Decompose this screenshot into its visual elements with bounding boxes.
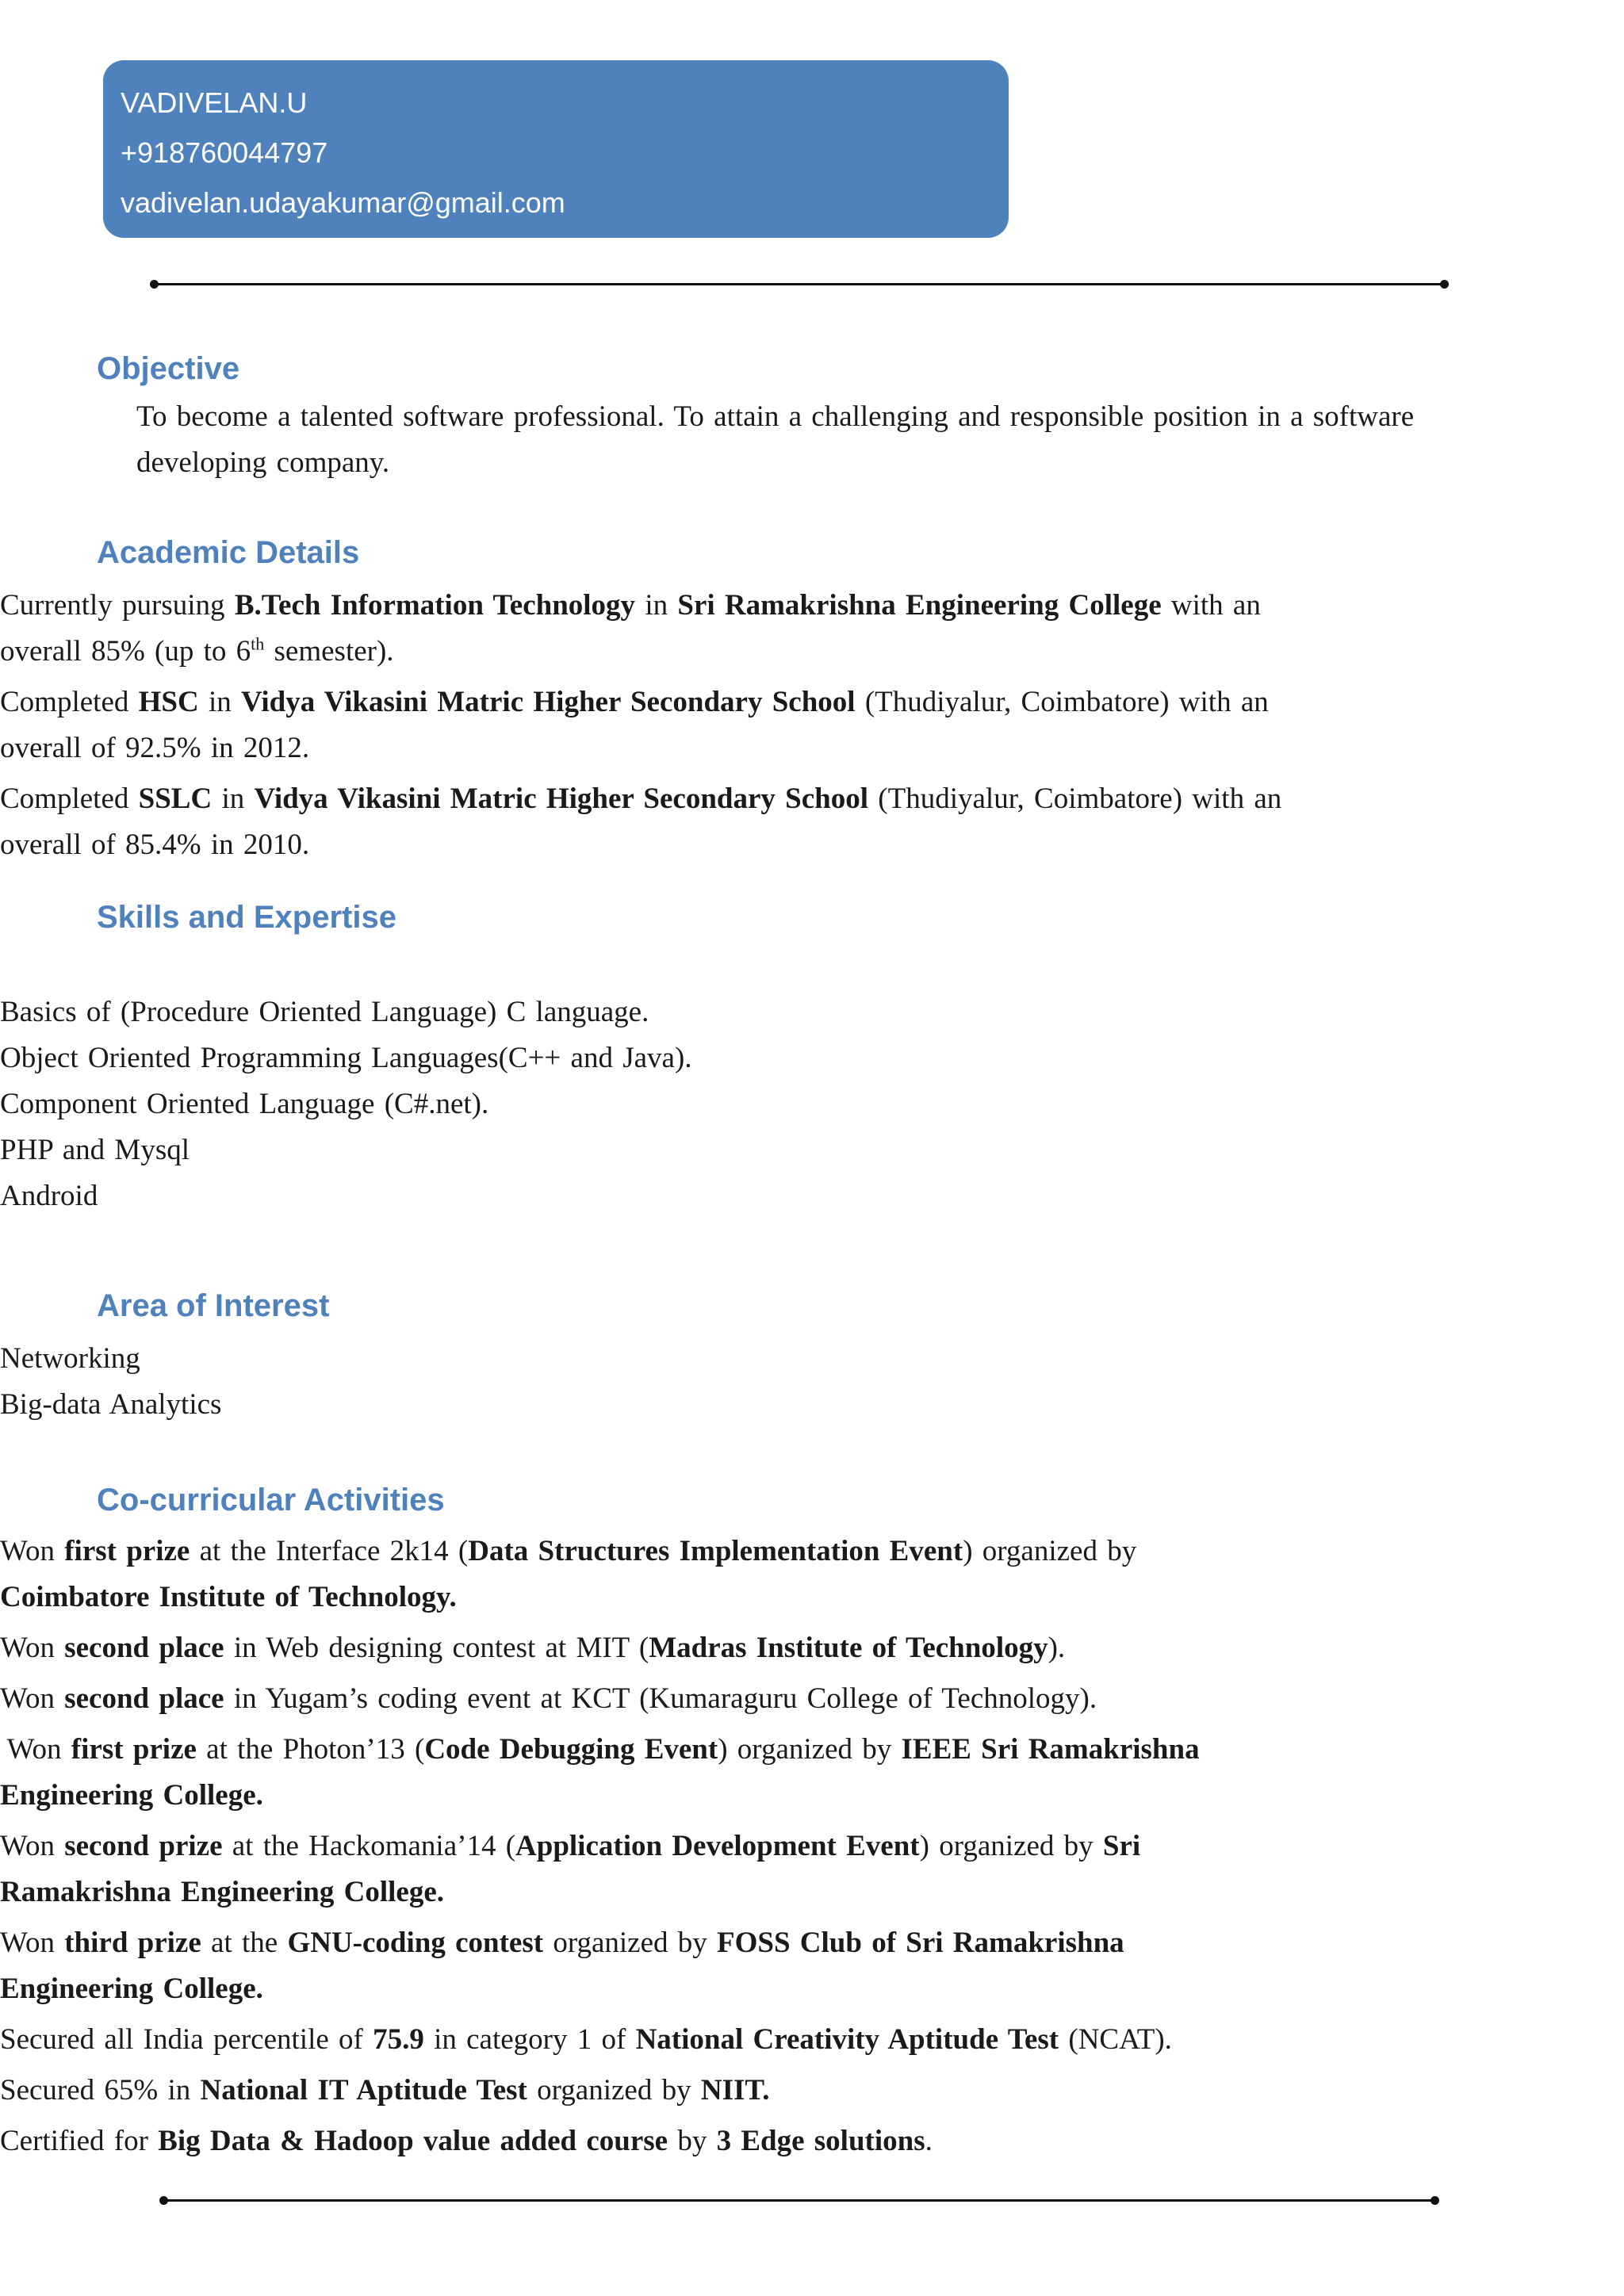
activity-text: ) organized by <box>919 1830 1103 1862</box>
activity-bold: third prize <box>64 1927 201 1959</box>
activity-text: Secured 65% in <box>0 2074 201 2107</box>
activity-item <box>0 2017 1285 2063</box>
activity-bold: Code Debugging Event <box>424 1733 718 1766</box>
activity-item <box>0 2118 1285 2164</box>
academic-text: semester). <box>264 635 394 668</box>
interest-item: Big-data Analytics <box>0 1382 1269 1428</box>
activity-bold: second prize <box>64 1830 223 1862</box>
activity-item <box>0 2068 1285 2114</box>
academic-text: Currently pursuing <box>0 589 235 622</box>
activity-bold: Sri Ramakrishna Engineering College. <box>0 1830 1141 1908</box>
activity-text: . <box>925 2125 933 2157</box>
activity-bold: FOSS Club of Sri Ramakrishna Engineering College. <box>0 1927 1124 2005</box>
academic-degree: HSC <box>138 686 199 718</box>
interest-item: Networking <box>0 1336 1269 1382</box>
academic-text: in <box>212 783 255 815</box>
activity-bold: IEEE Sri Ramakrishna Engineering College. <box>0 1733 1200 1812</box>
activity-bold: NIIT. <box>700 2074 770 2107</box>
activity-text: Won <box>0 1830 65 1862</box>
activity-text: at the Photon’13 ( <box>196 1733 425 1766</box>
academic-text: in <box>635 589 678 622</box>
activity-bold: Madras Institute of Technology <box>649 1632 1048 1664</box>
activity-item <box>0 1823 1285 1915</box>
activity-item <box>0 1625 1285 1671</box>
activity-bold: second place <box>64 1632 224 1664</box>
top-divider <box>152 283 1446 285</box>
activity-text: Secured all India percentile of <box>0 2023 373 2056</box>
academic-text: Completed <box>0 686 139 718</box>
activity-text: ) organized by <box>718 1733 902 1766</box>
academic-institution: Vidya Vikasini Matric Higher Secondary School <box>240 686 856 718</box>
objective-text: To become a talented software professional. To attain a challenging and responsible position in a software developing company. <box>136 400 1415 479</box>
activity-item <box>0 1676 1285 1722</box>
activity-bold: Data Structures Implementation Event <box>468 1535 963 1567</box>
activity-text: Won <box>0 1927 65 1959</box>
activity-bold: first prize <box>64 1535 190 1567</box>
academic-item <box>0 679 1285 771</box>
activity-text: organized by <box>543 1927 718 1959</box>
activity-text: organized by <box>527 2074 701 2107</box>
activity-text: by <box>668 2125 717 2157</box>
academic-text: (Thudiyalur, Coimbatore) with an overall of 85.4% in 2010. <box>0 783 1282 861</box>
activity-bold: Big Data & Hadoop value added course <box>158 2125 668 2157</box>
activity-text: Certified for <box>0 2125 159 2157</box>
bottom-divider <box>162 2199 1437 2202</box>
objective-heading: Objective <box>97 351 240 386</box>
activity-text: (NCAT). <box>1059 2023 1172 2056</box>
academic-item <box>0 583 1285 675</box>
activity-text: ). <box>1048 1632 1066 1664</box>
contact-header-box <box>103 60 1009 238</box>
skills-heading: Skills and Expertise <box>97 900 396 935</box>
academic-degree: SSLC <box>138 783 213 815</box>
activity-bold: 75.9 <box>373 2023 424 2056</box>
phone-number: +918760044797 <box>121 136 328 169</box>
activity-item <box>0 1920 1285 2012</box>
interest-list <box>0 1336 1269 1428</box>
activity-bold: National Creativity Aptitude Test <box>635 2023 1059 2056</box>
activity-bold: 3 Edge solutions <box>716 2125 925 2157</box>
activity-text: Won <box>0 1632 65 1664</box>
academic-heading: Academic Details <box>97 535 360 570</box>
activity-bold: Coimbatore Institute of Technology. <box>0 1581 457 1613</box>
candidate-name: VADIVELAN.U <box>121 86 308 119</box>
activity-bold: National IT Aptitude Test <box>200 2074 527 2107</box>
activity-bold: second place <box>64 1682 224 1715</box>
academic-institution: Vidya Vikasini Matric Higher Secondary School <box>254 783 869 815</box>
academic-text: with an overall 85% (up to 6 <box>0 589 1261 668</box>
activity-bold: Application Development Event <box>515 1830 920 1862</box>
email-address: vadivelan.udayakumar@gmail.com <box>121 186 565 219</box>
activity-text: Won <box>0 1733 71 1766</box>
academic-text: in <box>198 686 241 718</box>
cocurricular-heading: Co-curricular Activities <box>97 1483 445 1517</box>
skill-item: Component Oriented Language (C#.net). <box>0 1081 1269 1127</box>
cocurricular-list <box>0 1529 1285 2164</box>
activity-text: at the <box>201 1927 288 1959</box>
activity-bold: GNU-coding contest <box>287 1927 544 1959</box>
skill-item: Android <box>0 1173 1269 1219</box>
activity-text: Won <box>0 1682 65 1715</box>
interest-heading: Area of Interest <box>97 1288 330 1323</box>
activity-item <box>0 1727 1285 1819</box>
activity-bold: first prize <box>71 1733 197 1766</box>
academic-superscript: th <box>251 633 265 654</box>
skill-item: Object Oriented Programming Languages(C++ and Java). <box>0 1035 1269 1081</box>
academic-degree: B.Tech Information Technology <box>234 589 636 622</box>
skill-item: PHP and Mysql <box>0 1127 1269 1173</box>
activity-text: ) organized by <box>963 1535 1137 1567</box>
activity-text: in Yugam’s coding event at KCT (Kumaraguru College of Technology). <box>224 1682 1097 1715</box>
academic-list <box>0 583 1285 868</box>
skills-list <box>0 989 1269 1219</box>
activity-text: Won <box>0 1535 65 1567</box>
academic-text: (Thudiyalur, Coimbatore) with an overall of 92.5% in 2012. <box>0 686 1269 764</box>
activity-text: at the Interface 2k14 ( <box>190 1535 469 1567</box>
skill-item: Basics of (Procedure Oriented Language) C language. <box>0 989 1269 1035</box>
academic-text: Completed <box>0 783 139 815</box>
activity-text: at the Hackomania’14 ( <box>222 1830 516 1862</box>
academic-institution: Sri Ramakrishna Engineering College <box>677 589 1162 622</box>
academic-item <box>0 776 1285 868</box>
activity-text: in Web designing contest at MIT ( <box>224 1632 649 1664</box>
activity-text: in category 1 of <box>423 2023 636 2056</box>
activity-item <box>0 1529 1285 1621</box>
